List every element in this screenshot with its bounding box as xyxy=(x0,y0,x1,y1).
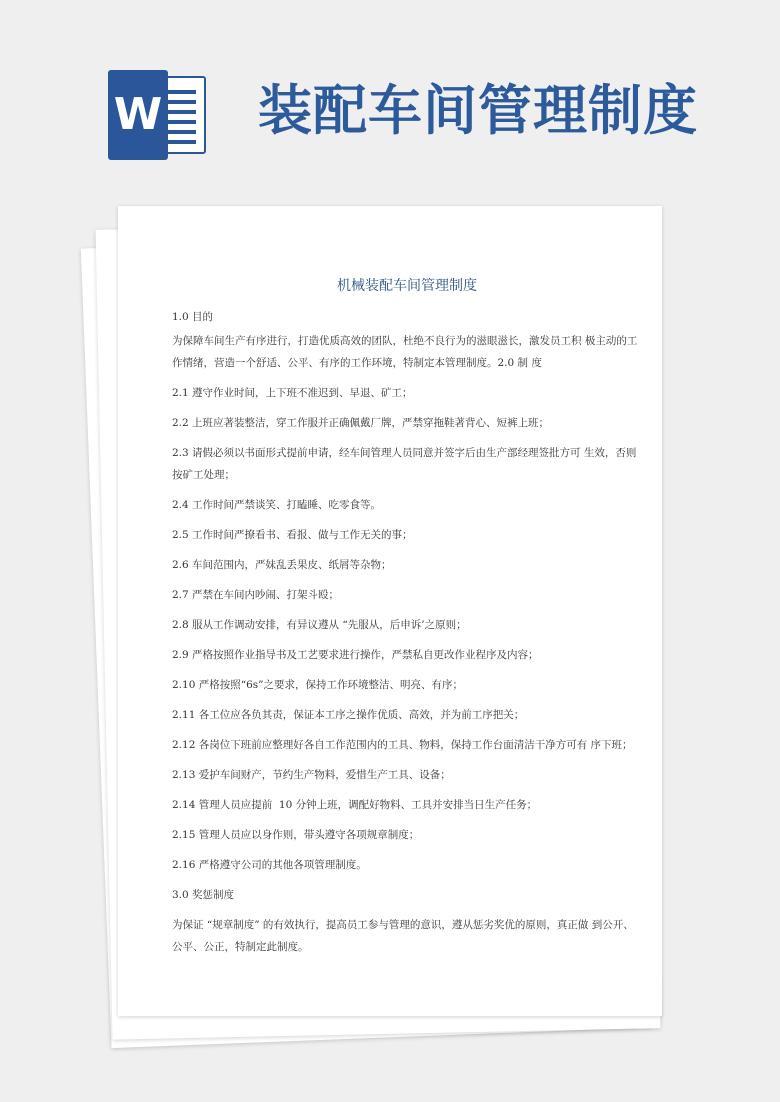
rule-item: 2.7 严禁在车间内吵闹、打架斗殴； xyxy=(172,589,340,601)
purpose-paragraph: 为保障车间生产有序进行，打造优质高效的团队，杜绝不良行为的滋眼滋长，激发员工积 极主动的工作情绪，营造一个舒适、公平、有序的工作环境，特制定本管理制度。2.0 制 度 xyxy=(172,335,638,369)
section-1-heading: 1.0 目的 xyxy=(172,311,214,323)
word-document-icon xyxy=(108,70,206,160)
rule-item: 2.11 各工位应各负其责，保证本工序之操作优质、高效，并为前工序把关； xyxy=(172,709,525,721)
section-3-heading: 3.0 奖惩制度 xyxy=(172,889,235,901)
rule-item: 2.1 遵守作业时间，上下班不准迟到、早退、矿工； xyxy=(172,387,413,399)
rule-item: 2.15 管理人员应以身作则，带头遵守各项规章制度； xyxy=(172,829,420,841)
rule-item: 2.13 爱护车间财产，节约生产物料，爱惜生产工具、设备； xyxy=(172,769,451,781)
document-title: 机械装配车间管理制度 xyxy=(337,278,477,294)
banner xyxy=(0,0,780,200)
rule-item: 2.16 严格遵守公司的其他各项管理制度。 xyxy=(172,859,367,871)
rule-item: 2.8 服从工作调动安排，有异议遵从 “先服从，后申诉’之原则； xyxy=(172,619,467,631)
rule-item: 2.3 请假必须以书面形式提前申请，经车间管理人员同意并签字后由生产部经理签批方可 生效，否则按矿工处理； xyxy=(172,447,637,481)
rule-item: 2.6 车间范围内，严妹乱丢果皮、纸屑等杂物； xyxy=(172,559,392,571)
rule-item: 2.12 各岗位下班前应整理好各自工作范围内的工具、物料，保持工作台面清洁干净方可有 序下班； xyxy=(172,739,633,751)
rule-item: 2.2 上班应著装整洁，穿工作服并正确佩戴厂牌，严禁穿拖鞋著背心、短裤上班； xyxy=(172,417,550,429)
section-3-paragraph: 为保证 “规章制度” 的有效执行，提高员工参与管理的意识，遵从惩劣奖优的原则，真正做 到公开、公平、公正，特制定此制度。 xyxy=(172,919,634,953)
rule-item: 2.14 管理人员应提前 10 分钟上班，调配好物料、工具并安排当日生产任务； xyxy=(172,799,538,811)
rule-item: 2.4 工作时间严禁谈笑、打瞌睡、吃零食等。 xyxy=(172,499,382,511)
word-icon-letter: W xyxy=(113,89,163,140)
rule-item: 2.9 严格按照作业指导书及工艺要求进行操作，严禁私自更改作业程序及内容； xyxy=(172,649,539,661)
banner-title: 装配车间管理制度 xyxy=(258,79,698,142)
rule-item: 2.10 严格按照“6s”之要求，保持工作环境整洁、明亮、有序； xyxy=(172,679,464,691)
document-body xyxy=(172,276,642,966)
rule-item: 2.5 工作时间严撩看书、看报、做与工作无关的事； xyxy=(172,529,413,541)
rules-list xyxy=(172,382,642,876)
